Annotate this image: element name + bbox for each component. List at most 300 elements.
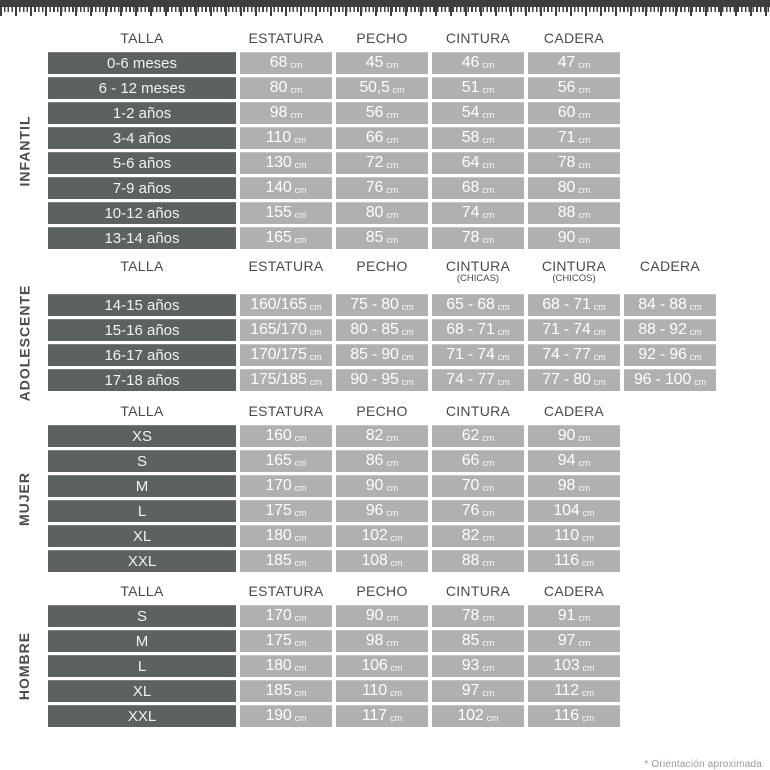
value-cell (336, 369, 428, 391)
unit-label: cm (389, 713, 402, 723)
value-cell (240, 550, 332, 572)
value-number: 170 (265, 607, 292, 624)
section-gutter (0, 52, 48, 249)
value-number: 50,5 (359, 79, 390, 96)
value-cell (240, 450, 332, 472)
value-number: 175 (265, 632, 292, 649)
table-row (48, 344, 716, 366)
unit-label: cm (482, 433, 495, 443)
unit-label: cm (309, 302, 322, 312)
table-row (48, 202, 620, 224)
value-cell (528, 52, 620, 74)
unit-label: cm (386, 235, 399, 245)
column-header-label: CINTURA (445, 30, 511, 46)
value-number: 47 (557, 54, 576, 71)
unit-label: cm (294, 638, 307, 648)
unit-label: cm (482, 185, 495, 195)
value-number: 78 (557, 154, 576, 171)
value-cell (528, 202, 620, 224)
value-cell (528, 550, 620, 572)
talla-cell: 3-4 años (48, 127, 236, 149)
talla-cell: 1-2 años (48, 102, 236, 124)
value-number: 71 (557, 129, 576, 146)
column-header-label: TALLA (120, 403, 164, 419)
value-number: 64 (461, 154, 480, 171)
table-row (48, 152, 620, 174)
value-number: 110 (554, 527, 579, 544)
value-cell (240, 680, 332, 702)
value-number: 80 (365, 204, 384, 221)
value-cell (240, 425, 332, 447)
value-cell (240, 102, 332, 124)
unit-label: cm (482, 483, 495, 493)
talla-cell: 15-16 años (48, 319, 236, 341)
value-number: 90 (365, 607, 384, 624)
value-cell (336, 319, 428, 341)
value-cell (336, 525, 428, 547)
measuring-tape-ticks (0, 7, 770, 16)
column-header-pecho (336, 29, 428, 52)
value-number: 80 (557, 179, 576, 196)
unit-label: cm (581, 713, 594, 723)
column-header-label: CINTURA (445, 583, 511, 599)
unit-label: cm (386, 110, 399, 120)
section-label-hombre: HOMBRE (16, 631, 33, 701)
column-header-label: CINTURA (445, 258, 511, 274)
unit-label: cm (290, 60, 303, 70)
value-cell (336, 177, 428, 199)
column-header-label: TALLA (120, 30, 164, 46)
value-cell (528, 227, 620, 249)
value-number: 68 - 71 (542, 296, 591, 313)
value-cell (432, 369, 524, 391)
value-cell (336, 450, 428, 472)
column-header-cintura (432, 582, 524, 605)
header-row (48, 582, 620, 605)
header-row (48, 402, 620, 425)
value-cell (432, 500, 524, 522)
talla-cell: 0-6 meses (48, 52, 236, 74)
section-infantil (16, 29, 620, 252)
value-number: 160 (265, 427, 292, 444)
value-number: 117 (362, 707, 387, 724)
value-number: 74 - 77 (446, 371, 495, 388)
column-header-estatura (240, 257, 332, 294)
value-cell (240, 319, 332, 341)
column-header-cintura (432, 257, 524, 294)
value-number: 185 (265, 682, 292, 699)
value-number: 74 (461, 204, 480, 221)
table-row (48, 605, 620, 627)
value-number: 90 (557, 229, 576, 246)
unit-label: cm (386, 185, 399, 195)
value-number: 155 (265, 204, 292, 221)
unit-label: cm (593, 352, 606, 362)
header-row (48, 257, 716, 294)
value-number: 68 - 71 (446, 321, 495, 338)
value-cell (528, 152, 620, 174)
unit-label: cm (390, 558, 403, 568)
value-number: 62 (461, 427, 480, 444)
value-cell (624, 319, 716, 341)
talla-cell: XL (48, 680, 236, 702)
talla-cell: 14-15 años (48, 294, 236, 316)
value-number: 96 - 100 (633, 371, 692, 388)
value-number: 112 (554, 682, 579, 699)
value-cell (432, 127, 524, 149)
section-label-infantil: INFANTIL (16, 115, 32, 186)
unit-label: cm (386, 60, 399, 70)
value-number: 66 (461, 452, 480, 469)
value-number: 180 (265, 527, 292, 544)
value-cell (336, 52, 428, 74)
measuring-tape-bar (0, 0, 770, 7)
unit-label: cm (578, 210, 591, 220)
value-cell (240, 177, 332, 199)
section-gutter (0, 425, 48, 572)
unit-label: cm (390, 663, 403, 673)
column-header-cadera (624, 257, 716, 294)
value-cell (336, 152, 428, 174)
unit-label: cm (386, 483, 399, 493)
unit-label: cm (392, 85, 405, 95)
value-number: 96 (365, 502, 384, 519)
unit-label: cm (290, 85, 303, 95)
column-header-label: TALLA (120, 258, 164, 274)
value-number: 190 (265, 707, 292, 724)
unit-label: cm (401, 302, 414, 312)
talla-cell: L (48, 655, 236, 677)
section-gutter (0, 284, 48, 401)
unit-label: cm (386, 613, 399, 623)
section-adolescente (16, 257, 716, 401)
value-cell (240, 475, 332, 497)
talla-cell: 6 - 12 meses (48, 77, 236, 99)
unit-label: cm (294, 663, 307, 673)
value-number: 102 (361, 527, 388, 544)
value-cell (432, 605, 524, 627)
unit-label: cm (386, 638, 399, 648)
unit-label: cm (593, 377, 606, 387)
unit-label: cm (294, 533, 307, 543)
column-header-cadera (528, 29, 620, 52)
column-header-label: TALLA (120, 583, 164, 599)
value-cell (240, 705, 332, 727)
value-cell (528, 655, 620, 677)
unit-label: cm (309, 352, 322, 362)
talla-cell: XS (48, 425, 236, 447)
table-row (48, 630, 620, 652)
value-cell (528, 705, 620, 727)
unit-label: cm (578, 60, 591, 70)
column-header-label: PECHO (356, 30, 408, 46)
unit-label: cm (390, 533, 403, 543)
value-number: 116 (554, 552, 579, 569)
value-cell (432, 475, 524, 497)
value-cell (336, 550, 428, 572)
value-number: 104 (553, 502, 580, 519)
unit-label: cm (689, 302, 702, 312)
value-cell (432, 177, 524, 199)
unit-label: cm (482, 508, 495, 518)
column-header-talla (48, 402, 236, 425)
talla-cell: M (48, 630, 236, 652)
column-header-label: ESTATURA (248, 258, 324, 274)
value-cell (336, 705, 428, 727)
unit-label: cm (386, 135, 399, 145)
value-number: 160/165 (250, 296, 307, 313)
unit-label: cm (482, 85, 495, 95)
value-number: 88 (557, 204, 576, 221)
value-cell (432, 450, 524, 472)
talla-cell: XXL (48, 550, 236, 572)
value-number: 70 (461, 477, 480, 494)
value-cell (528, 500, 620, 522)
value-cell (432, 655, 524, 677)
unit-label: cm (578, 85, 591, 95)
value-number: 82 (461, 527, 480, 544)
value-number: 65 - 68 (446, 296, 495, 313)
unit-label: cm (309, 377, 322, 387)
value-cell (432, 550, 524, 572)
unit-label: cm (482, 688, 495, 698)
section-mujer (16, 402, 620, 575)
talla-cell: XXL (48, 705, 236, 727)
column-header-label: CINTURA (541, 258, 607, 274)
value-cell (432, 52, 524, 74)
value-number: 93 (461, 657, 480, 674)
table-row (48, 177, 620, 199)
column-header-talla (48, 257, 236, 294)
table-row (48, 450, 620, 472)
value-cell (528, 475, 620, 497)
value-cell (528, 177, 620, 199)
unit-label: cm (386, 508, 399, 518)
unit-label: cm (294, 688, 307, 698)
unit-label: cm (482, 533, 495, 543)
column-header-label: ESTATURA (248, 583, 324, 599)
value-number: 80 (269, 79, 288, 96)
value-cell (432, 680, 524, 702)
talla-cell: M (48, 475, 236, 497)
column-header-pecho (336, 257, 428, 294)
value-cell (240, 655, 332, 677)
table-row (48, 52, 620, 74)
section-hombre (16, 582, 620, 730)
table-row (48, 127, 620, 149)
value-number: 78 (461, 607, 480, 624)
value-cell (240, 500, 332, 522)
value-number: 97 (557, 632, 576, 649)
unit-label: cm (482, 110, 495, 120)
value-cell (432, 630, 524, 652)
unit-label: cm (581, 533, 594, 543)
value-number: 72 (365, 154, 384, 171)
value-number: 106 (361, 657, 388, 674)
value-number: 165 (265, 452, 292, 469)
unit-label: cm (294, 210, 307, 220)
value-cell (240, 77, 332, 99)
value-cell (528, 450, 620, 472)
value-number: 85 - 90 (350, 346, 399, 363)
value-cell (528, 369, 620, 391)
value-cell (528, 319, 620, 341)
value-number: 77 - 80 (542, 371, 591, 388)
value-number: 71 - 74 (446, 346, 495, 363)
column-header-sublabel: (CHICAS) (456, 273, 500, 284)
talla-cell: 16-17 años (48, 344, 236, 366)
table-row (48, 525, 620, 547)
column-header-estatura (240, 582, 332, 605)
value-cell (240, 630, 332, 652)
column-header-label: CADERA (543, 403, 605, 419)
value-cell (240, 344, 332, 366)
unit-label: cm (389, 688, 402, 698)
unit-label: cm (294, 508, 307, 518)
column-header-label: CADERA (543, 30, 605, 46)
value-number: 54 (461, 104, 480, 121)
value-number: 175 (265, 502, 292, 519)
value-number: 58 (461, 129, 480, 146)
value-cell (432, 319, 524, 341)
value-number: 78 (461, 229, 480, 246)
value-cell (528, 680, 620, 702)
value-cell (336, 630, 428, 652)
value-number: 88 (461, 552, 480, 569)
value-cell (336, 77, 428, 99)
talla-cell: 13-14 años (48, 227, 236, 249)
unit-label: cm (294, 433, 307, 443)
value-cell (432, 525, 524, 547)
value-number: 76 (365, 179, 384, 196)
value-number: 71 - 74 (542, 321, 591, 338)
unit-label: cm (309, 327, 322, 337)
value-number: 140 (265, 179, 292, 196)
value-number: 46 (461, 54, 480, 71)
unit-label: cm (578, 235, 591, 245)
unit-label: cm (294, 558, 307, 568)
talla-cell: 5-6 años (48, 152, 236, 174)
value-number: 185 (265, 552, 292, 569)
unit-label: cm (581, 558, 594, 568)
column-header-label: PECHO (356, 583, 408, 599)
unit-label: cm (578, 613, 591, 623)
column-header-pecho (336, 582, 428, 605)
unit-label: cm (294, 235, 307, 245)
value-cell (240, 227, 332, 249)
value-cell (336, 605, 428, 627)
column-header-talla (48, 582, 236, 605)
unit-label: cm (294, 458, 307, 468)
value-number: 98 (557, 477, 576, 494)
unit-label: cm (482, 613, 495, 623)
table-row (48, 655, 620, 677)
column-header-estatura (240, 29, 332, 52)
value-cell (432, 294, 524, 316)
value-number: 108 (361, 552, 388, 569)
value-number: 91 (557, 607, 576, 624)
talla-cell: XL (48, 525, 236, 547)
header-row (48, 29, 620, 52)
footnote: * Orientación aproximada (644, 759, 762, 770)
table-row (48, 227, 620, 249)
unit-label: cm (593, 302, 606, 312)
column-header-label: ESTATURA (248, 403, 324, 419)
table-row (48, 319, 716, 341)
column-header-label: PECHO (356, 403, 408, 419)
value-cell (528, 102, 620, 124)
value-number: 175/185 (250, 371, 307, 388)
value-number: 165 (265, 229, 292, 246)
unit-label: cm (482, 458, 495, 468)
unit-label: cm (290, 110, 303, 120)
value-cell (432, 202, 524, 224)
value-cell (240, 369, 332, 391)
value-number: 66 (365, 129, 384, 146)
section-label-adolescente: ADOLESCENTE (16, 284, 33, 401)
value-cell (432, 227, 524, 249)
unit-label: cm (578, 185, 591, 195)
table-row (48, 102, 620, 124)
unit-label: cm (582, 508, 595, 518)
unit-label: cm (401, 327, 414, 337)
value-number: 74 - 77 (542, 346, 591, 363)
value-number: 51 (461, 79, 480, 96)
unit-label: cm (386, 433, 399, 443)
value-number: 90 - 95 (350, 371, 399, 388)
value-cell (528, 344, 620, 366)
value-number: 88 - 92 (638, 321, 687, 338)
unit-label: cm (294, 160, 307, 170)
value-cell (528, 425, 620, 447)
unit-label: cm (497, 302, 510, 312)
value-cell (336, 655, 428, 677)
unit-label: cm (294, 613, 307, 623)
unit-label: cm (497, 352, 510, 362)
value-cell (624, 294, 716, 316)
section-label-mujer: MUJER (16, 471, 33, 526)
unit-label: cm (578, 638, 591, 648)
unit-label: cm (578, 483, 591, 493)
value-cell (240, 52, 332, 74)
value-number: 56 (557, 79, 576, 96)
value-number: 45 (365, 54, 384, 71)
unit-label: cm (578, 458, 591, 468)
value-number: 103 (553, 657, 580, 674)
table-row (48, 500, 620, 522)
value-cell (528, 605, 620, 627)
table-row (48, 680, 620, 702)
value-cell (336, 680, 428, 702)
table-row (48, 425, 620, 447)
value-cell (336, 425, 428, 447)
value-number: 97 (461, 682, 480, 699)
value-number: 68 (269, 54, 288, 71)
column-header-sublabel: (CHICOS) (552, 273, 596, 284)
value-cell (528, 77, 620, 99)
value-number: 68 (461, 179, 480, 196)
value-cell (336, 127, 428, 149)
unit-label: cm (482, 638, 495, 648)
talla-cell: S (48, 605, 236, 627)
talla-cell: L (48, 500, 236, 522)
unit-label: cm (482, 60, 495, 70)
value-number: 94 (557, 452, 576, 469)
talla-cell: 7-9 años (48, 177, 236, 199)
unit-label: cm (294, 483, 307, 493)
value-number: 56 (365, 104, 384, 121)
value-cell (240, 605, 332, 627)
